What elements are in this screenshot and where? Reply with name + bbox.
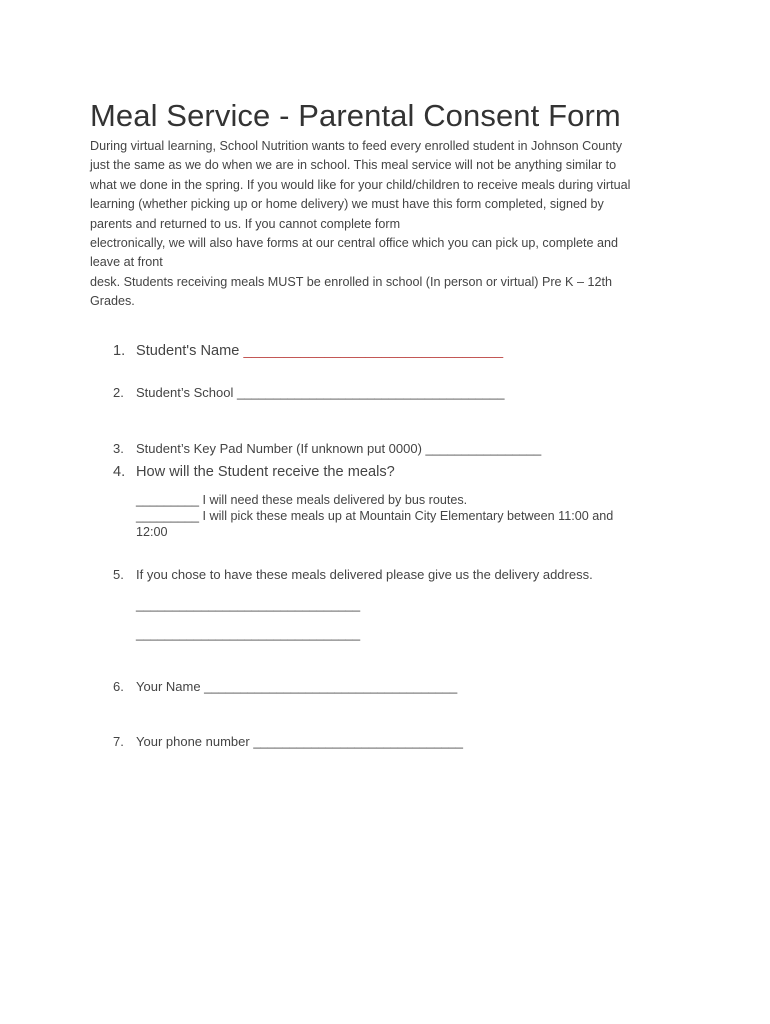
intro-line: parents and returned to us. If you cannot complete form (90, 216, 401, 231)
meal-method-label: How will the Student receive the meals? (136, 464, 395, 480)
pickup-option-continued: 12:00 (136, 525, 168, 539)
intro-line: just the same as we do when we are in school. This meal service will not be anything similar to (90, 158, 617, 173)
your-name-field[interactable]: Your Name ___________________________________ (136, 679, 458, 694)
question-phone-number (113, 734, 463, 749)
intro-line: During virtual learning, School Nutrition wants to feed every enrolled student in Johnson County (90, 139, 623, 153)
intro-line: learning (whether picking up or home delivery) we must have this form completed, signed by (90, 197, 604, 212)
intro-line: electronically, we will also have forms at our central office which you can pick up, complete and (90, 236, 619, 251)
student-school-field[interactable]: Student’s School _____________________________________ (136, 385, 505, 400)
intro-line: Grades. (90, 294, 135, 309)
question-number: 6. (113, 679, 124, 694)
key-pad-number-field[interactable]: Student’s Key Pad Number (If unknown put 0000) ________________ (136, 441, 542, 456)
question-student-name (113, 343, 503, 359)
intro-line: desk. Students receiving meals MUST be enrolled in school (In person or virtual) Pre K – 12th (90, 274, 612, 289)
question-number: 7. (113, 734, 124, 749)
question-number: 1. (113, 343, 126, 359)
intro-paragraph (90, 137, 690, 312)
meal-method-options (136, 492, 613, 540)
intro-line: what we done in the spring. If you would like for your child/children to receive meals during virtual (90, 177, 631, 192)
pickup-option[interactable]: _________ I will pick these meals up at Mountain City Elementary between 11:00 and (136, 509, 614, 523)
bus-delivery-option[interactable]: _________ I will need these meals delivered by bus routes. (136, 493, 468, 507)
delivery-address-label: If you chose to have these meals delivered please give us the delivery address. (136, 567, 593, 582)
delivery-address-line-2[interactable]: _______________________________ (136, 626, 361, 641)
delivery-address-line-1[interactable]: _______________________________ (136, 597, 361, 612)
question-meal-method (113, 464, 395, 480)
question-number: 2. (113, 385, 124, 400)
question-key-pad-number (113, 441, 541, 456)
question-number: 5. (113, 567, 124, 582)
student-name-field[interactable]: ________________________________ (243, 343, 504, 359)
question-student-school (113, 385, 504, 400)
question-number: 4. (113, 464, 126, 480)
question-your-name (113, 679, 457, 694)
student-name-label: Student's Name (136, 343, 244, 359)
form-title: Meal Service - Parental Consent Form (90, 98, 621, 133)
question-delivery-address (113, 567, 593, 582)
intro-line: leave at front (90, 255, 163, 270)
phone-number-field[interactable]: Your phone number _____________________________ (136, 734, 463, 749)
question-number: 3. (113, 441, 124, 456)
